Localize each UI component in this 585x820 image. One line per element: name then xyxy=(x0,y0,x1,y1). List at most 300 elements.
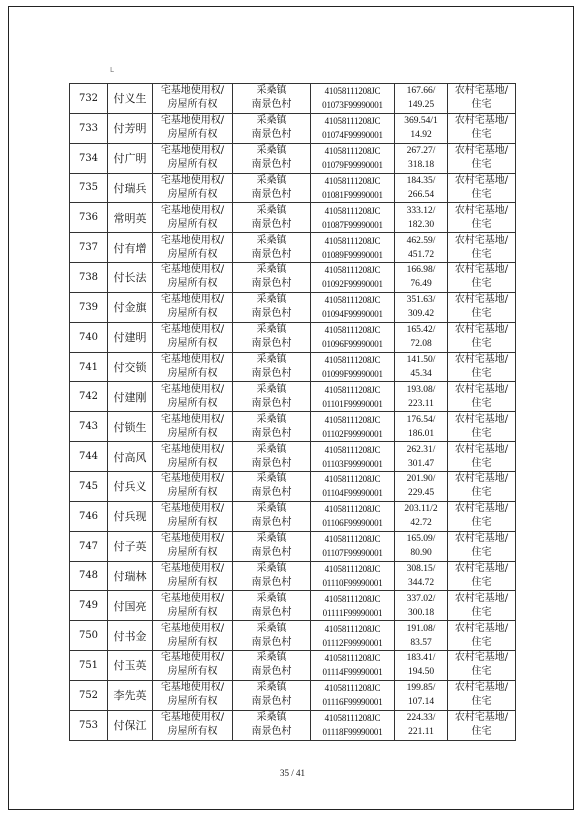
serial-number-cell xyxy=(70,680,108,710)
serial-number-cell xyxy=(70,471,108,501)
table-row xyxy=(70,531,516,561)
owner-name-cell xyxy=(108,113,153,143)
location-cell xyxy=(233,382,311,412)
owner-name-cell xyxy=(108,531,153,561)
right-type-cell xyxy=(153,203,233,233)
parcel-code-cell xyxy=(311,591,395,621)
parcel-code-cell xyxy=(311,471,395,501)
land-use-cell xyxy=(448,203,516,233)
area-cell-text: 107.14 xyxy=(407,697,435,708)
owner-name-cell-text: 付建明 xyxy=(113,331,147,345)
location-cell-text: 南景色村 xyxy=(251,457,292,469)
land-use-cell-text: 住宅 xyxy=(471,576,492,588)
area-cell-text: 224.33/ xyxy=(406,713,436,724)
serial-number-cell-text: 748 xyxy=(78,570,99,582)
location-cell-text: 采桑镇 xyxy=(256,204,287,216)
serial-number-cell xyxy=(70,561,108,591)
location-cell-text: 采桑镇 xyxy=(256,413,287,425)
serial-number-cell-text: 742 xyxy=(78,391,99,403)
table-row xyxy=(70,442,516,472)
location-cell-text: 采桑镇 xyxy=(256,324,287,336)
location-cell xyxy=(233,233,311,263)
land-use-cell-text: 住宅 xyxy=(471,547,492,559)
location-cell-text: 采桑镇 xyxy=(256,234,287,246)
parcel-code-cell xyxy=(311,292,395,322)
owner-name-cell-text: 付金旗 xyxy=(113,301,147,315)
location-cell-text: 采桑镇 xyxy=(256,562,287,574)
serial-number-cell xyxy=(70,263,108,293)
parcel-code-cell-text: 01094F99990001 xyxy=(322,309,383,320)
land-use-cell xyxy=(448,471,516,501)
parcel-code-cell-text: 01079F99990001 xyxy=(322,160,383,171)
owner-name-cell-text: 付瑞兵 xyxy=(113,181,147,195)
land-use-cell-text: 农村宅基地/ xyxy=(454,622,509,634)
right-type-cell-text: 房屋所有权 xyxy=(167,457,218,469)
location-cell-text: 采桑镇 xyxy=(256,712,287,724)
area-cell xyxy=(395,322,448,352)
area-cell xyxy=(395,680,448,710)
parcel-code-cell-text: 01073F99990001 xyxy=(322,100,383,111)
serial-number-cell xyxy=(70,233,108,263)
right-type-cell-text: 宅基地使用权/ xyxy=(160,324,225,336)
right-type-cell-text: 宅基地使用权/ xyxy=(160,562,225,574)
area-cell xyxy=(395,263,448,293)
area-cell-text: 80.90 xyxy=(410,548,432,559)
right-type-cell-text: 房屋所有权 xyxy=(167,427,218,439)
area-cell xyxy=(395,561,448,591)
table-row xyxy=(70,263,516,293)
parcel-code-cell-text: 41058111208JC xyxy=(324,175,381,186)
right-type-cell-text: 房屋所有权 xyxy=(167,547,218,559)
land-use-cell-text: 住宅 xyxy=(471,338,492,350)
owner-name-cell xyxy=(108,173,153,203)
location-cell-text: 南景色村 xyxy=(251,188,292,200)
location-cell xyxy=(233,680,311,710)
serial-number-cell-text: 744 xyxy=(78,451,99,463)
parcel-code-cell-text: 41058111208JC xyxy=(324,534,381,545)
location-cell-text: 采桑镇 xyxy=(256,115,287,127)
owner-name-cell xyxy=(108,591,153,621)
right-type-cell-text: 宅基地使用权/ xyxy=(160,443,225,455)
serial-number-cell xyxy=(70,322,108,352)
land-use-cell-text: 农村宅基地/ xyxy=(454,533,509,545)
land-use-cell xyxy=(448,680,516,710)
land-use-cell-text: 住宅 xyxy=(471,129,492,141)
location-cell xyxy=(233,561,311,591)
scan-mark: L xyxy=(110,66,114,74)
parcel-code-cell-text: 41058111208JC xyxy=(324,444,381,455)
parcel-code-cell-text: 01107F99990001 xyxy=(322,548,383,559)
land-use-cell xyxy=(448,233,516,263)
area-cell-text: 267.27/ xyxy=(406,146,436,157)
parcel-code-cell-text: 41058111208JC xyxy=(324,265,381,276)
area-cell-text: 221.11 xyxy=(408,727,434,738)
page-number: 35 / 41 xyxy=(279,768,305,778)
right-type-cell-text: 房屋所有权 xyxy=(167,487,218,499)
area-cell-text: 183.41/ xyxy=(406,653,436,664)
owner-name-cell xyxy=(108,263,153,293)
location-cell-text: 南景色村 xyxy=(251,159,292,171)
area-cell xyxy=(395,471,448,501)
land-use-cell xyxy=(448,263,516,293)
parcel-code-cell-text: 41058111208JC xyxy=(324,623,381,634)
location-cell-text: 采桑镇 xyxy=(256,294,287,306)
area-cell-text: 167.66/ xyxy=(406,86,436,97)
right-type-cell-text: 宅基地使用权/ xyxy=(160,712,225,724)
parcel-code-cell-text: 41058111208JC xyxy=(324,474,381,485)
serial-number-cell xyxy=(70,710,108,740)
right-type-cell xyxy=(153,352,233,382)
parcel-code-cell-text: 01101F99990001 xyxy=(322,398,383,409)
location-cell xyxy=(233,203,311,233)
area-cell-text: 165.42/ xyxy=(406,325,436,336)
right-type-cell-text: 宅基地使用权/ xyxy=(160,503,225,515)
parcel-code-cell-text: 01110F99990001 xyxy=(322,577,383,588)
table-row xyxy=(70,621,516,651)
parcel-code-cell-text: 41058111208JC xyxy=(324,235,381,246)
serial-number-cell-text: 740 xyxy=(78,331,99,343)
right-type-cell-text: 房屋所有权 xyxy=(167,636,218,648)
serial-number-cell-text: 747 xyxy=(78,540,99,552)
right-type-cell-text: 宅基地使用权/ xyxy=(160,592,225,604)
right-type-cell-text: 房屋所有权 xyxy=(167,188,218,200)
location-cell xyxy=(233,292,311,322)
parcel-code-cell xyxy=(311,710,395,740)
area-cell-text: 301.47 xyxy=(407,458,435,469)
owner-name-cell-text: 付义生 xyxy=(113,92,147,106)
land-use-cell-text: 农村宅基地/ xyxy=(454,592,509,604)
parcel-code-cell-text: 41058111208JC xyxy=(324,504,381,515)
owner-name-cell-text: 付锁生 xyxy=(113,420,147,434)
owner-name-cell-text: 付书金 xyxy=(113,629,147,643)
parcel-code-cell-text: 01074F99990001 xyxy=(322,130,383,141)
owner-name-cell-text: 付交锁 xyxy=(113,361,147,375)
land-use-cell-text: 住宅 xyxy=(471,427,492,439)
land-use-cell-text: 住宅 xyxy=(471,248,492,260)
location-cell-text: 南景色村 xyxy=(251,427,292,439)
parcel-code-cell xyxy=(311,442,395,472)
land-use-cell-text: 农村宅基地/ xyxy=(454,383,509,395)
land-use-cell-text: 农村宅基地/ xyxy=(454,443,509,455)
table-row xyxy=(70,203,516,233)
right-type-cell-text: 宅基地使用权/ xyxy=(160,174,225,186)
parcel-code-cell-text: 41058111208JC xyxy=(324,355,381,366)
land-use-cell-text: 农村宅基地/ xyxy=(454,562,509,574)
serial-number-cell-text: 743 xyxy=(78,421,99,433)
right-type-cell-text: 房屋所有权 xyxy=(167,606,218,618)
owner-name-cell xyxy=(108,651,153,681)
location-cell-text: 采桑镇 xyxy=(256,652,287,664)
area-cell xyxy=(395,651,448,681)
location-cell-text: 南景色村 xyxy=(251,248,292,260)
serial-number-cell xyxy=(70,531,108,561)
area-cell-text: 45.34 xyxy=(410,369,432,380)
land-use-cell-text: 农村宅基地/ xyxy=(454,264,509,276)
location-cell-text: 采桑镇 xyxy=(256,622,287,634)
location-cell-text: 采桑镇 xyxy=(256,443,287,455)
right-type-cell xyxy=(153,412,233,442)
serial-number-cell xyxy=(70,621,108,651)
right-type-cell-text: 宅基地使用权/ xyxy=(160,204,225,216)
location-cell-text: 南景色村 xyxy=(251,338,292,350)
table-row xyxy=(70,471,516,501)
land-use-cell xyxy=(448,561,516,591)
land-use-cell-text: 农村宅基地/ xyxy=(454,234,509,246)
serial-number-cell-text: 751 xyxy=(78,659,99,671)
right-type-cell xyxy=(153,292,233,322)
area-cell xyxy=(395,382,448,412)
right-type-cell-text: 房屋所有权 xyxy=(167,368,218,380)
location-cell-text: 南景色村 xyxy=(251,696,292,708)
parcel-code-cell-text: 41058111208JC xyxy=(324,384,381,395)
owner-name-cell xyxy=(108,442,153,472)
table-row xyxy=(70,591,516,621)
land-use-cell-text: 住宅 xyxy=(471,457,492,469)
land-use-cell xyxy=(448,143,516,173)
area-cell-text: 333.12/ xyxy=(406,205,436,216)
serial-number-cell-text: 750 xyxy=(78,630,99,642)
area-cell-text: 262.31/ xyxy=(406,444,436,455)
land-use-cell xyxy=(448,113,516,143)
area-cell xyxy=(395,113,448,143)
right-type-cell-text: 房屋所有权 xyxy=(167,99,218,111)
owner-name-cell xyxy=(108,412,153,442)
parcel-code-cell-text: 41058111208JC xyxy=(324,146,381,157)
location-cell xyxy=(233,621,311,651)
right-type-cell xyxy=(153,591,233,621)
area-cell-text: 229.45 xyxy=(407,488,435,499)
area-cell-text: 309.42 xyxy=(407,309,435,320)
owner-name-cell xyxy=(108,471,153,501)
right-type-cell-text: 房屋所有权 xyxy=(167,696,218,708)
table-row xyxy=(70,143,516,173)
location-cell-text: 南景色村 xyxy=(251,487,292,499)
registry-table xyxy=(69,83,516,741)
land-use-cell-text: 农村宅基地/ xyxy=(454,324,509,336)
parcel-code-cell xyxy=(311,651,395,681)
location-cell xyxy=(233,352,311,382)
parcel-code-cell xyxy=(311,84,395,114)
area-cell xyxy=(395,203,448,233)
area-cell xyxy=(395,173,448,203)
table-row xyxy=(70,501,516,531)
right-type-cell-text: 房屋所有权 xyxy=(167,726,218,738)
land-use-cell-text: 农村宅基地/ xyxy=(454,682,509,694)
location-cell-text: 采桑镇 xyxy=(256,503,287,515)
location-cell-text: 采桑镇 xyxy=(256,682,287,694)
table-row xyxy=(70,233,516,263)
land-use-cell-text: 农村宅基地/ xyxy=(454,473,509,485)
area-cell-text: 186.01 xyxy=(407,428,435,439)
land-use-cell-text: 住宅 xyxy=(471,218,492,230)
parcel-code-cell-text: 01106F99990001 xyxy=(322,518,383,529)
right-type-cell-text: 宅基地使用权/ xyxy=(160,652,225,664)
right-type-cell-text: 宅基地使用权/ xyxy=(160,145,225,157)
serial-number-cell xyxy=(70,501,108,531)
location-cell xyxy=(233,501,311,531)
owner-name-cell-text: 付兵现 xyxy=(113,510,147,524)
parcel-code-cell-text: 41058111208JC xyxy=(324,713,381,724)
serial-number-cell-text: 738 xyxy=(78,271,99,283)
right-type-cell-text: 宅基地使用权/ xyxy=(160,622,225,634)
area-cell-text: 76.49 xyxy=(410,279,432,290)
right-type-cell-text: 宅基地使用权/ xyxy=(160,413,225,425)
area-cell xyxy=(395,531,448,561)
parcel-code-cell xyxy=(311,382,395,412)
parcel-code-cell-text: 41058111208JC xyxy=(324,325,381,336)
right-type-cell xyxy=(153,113,233,143)
area-cell-text: 223.11 xyxy=(408,398,434,409)
right-type-cell-text: 宅基地使用权/ xyxy=(160,473,225,485)
land-use-cell xyxy=(448,352,516,382)
parcel-code-cell-text: 41058111208JC xyxy=(324,116,381,127)
serial-number-cell xyxy=(70,292,108,322)
owner-name-cell-text: 付国亮 xyxy=(113,599,147,613)
right-type-cell xyxy=(153,263,233,293)
location-cell xyxy=(233,471,311,501)
table-row xyxy=(70,561,516,591)
right-type-cell xyxy=(153,143,233,173)
owner-name-cell-text: 付有增 xyxy=(113,241,147,255)
owner-name-cell-text: 付芳明 xyxy=(113,122,147,136)
right-type-cell-text: 宅基地使用权/ xyxy=(160,264,225,276)
land-use-cell-text: 农村宅基地/ xyxy=(454,503,509,515)
right-type-cell-text: 宅基地使用权/ xyxy=(160,682,225,694)
location-cell-text: 南景色村 xyxy=(251,517,292,529)
right-type-cell-text: 房屋所有权 xyxy=(167,218,218,230)
location-cell xyxy=(233,710,311,740)
land-use-cell-text: 住宅 xyxy=(471,188,492,200)
serial-number-cell xyxy=(70,84,108,114)
right-type-cell-text: 宅基地使用权/ xyxy=(160,354,225,366)
right-type-cell xyxy=(153,531,233,561)
location-cell-text: 采桑镇 xyxy=(256,145,287,157)
owner-name-cell-text: 付高风 xyxy=(113,450,147,464)
owner-name-cell xyxy=(108,710,153,740)
serial-number-cell-text: 745 xyxy=(78,480,99,492)
serial-number-cell-text: 741 xyxy=(78,361,99,373)
right-type-cell xyxy=(153,442,233,472)
location-cell-text: 采桑镇 xyxy=(256,592,287,604)
table-row xyxy=(70,680,516,710)
owner-name-cell-text: 付兵义 xyxy=(113,480,147,494)
location-cell-text: 南景色村 xyxy=(251,547,292,559)
area-cell-text: 194.50 xyxy=(407,667,435,678)
parcel-code-cell-text: 01096F99990001 xyxy=(322,339,383,350)
location-cell xyxy=(233,84,311,114)
land-use-cell-text: 农村宅基地/ xyxy=(454,174,509,186)
owner-name-cell xyxy=(108,292,153,322)
parcel-code-cell-text: 01087F99990001 xyxy=(322,219,383,230)
owner-name-cell xyxy=(108,143,153,173)
right-type-cell-text: 宅基地使用权/ xyxy=(160,294,225,306)
right-type-cell xyxy=(153,501,233,531)
area-cell-text: 201.90/ xyxy=(406,474,436,485)
table-row xyxy=(70,651,516,681)
serial-number-cell xyxy=(70,173,108,203)
land-use-cell-text: 住宅 xyxy=(471,696,492,708)
land-use-cell xyxy=(448,651,516,681)
location-cell-text: 采桑镇 xyxy=(256,264,287,276)
location-cell xyxy=(233,412,311,442)
owner-name-cell-text: 付玉英 xyxy=(113,659,147,673)
parcel-code-cell-text: 01099F99990001 xyxy=(322,369,383,380)
serial-number-cell xyxy=(70,113,108,143)
right-type-cell xyxy=(153,471,233,501)
serial-number-cell xyxy=(70,352,108,382)
land-use-cell xyxy=(448,442,516,472)
area-cell-text: 149.25 xyxy=(407,100,435,111)
parcel-code-cell-text: 01118F99990001 xyxy=(322,727,383,738)
land-use-cell xyxy=(448,501,516,531)
parcel-code-cell-text: 01092F99990001 xyxy=(322,279,383,290)
parcel-code-cell-text: 01114F99990001 xyxy=(322,667,383,678)
serial-number-cell-text: 746 xyxy=(78,510,99,522)
right-type-cell xyxy=(153,173,233,203)
area-cell-text: 351.63/ xyxy=(406,295,436,306)
owner-name-cell xyxy=(108,501,153,531)
area-cell xyxy=(395,292,448,322)
serial-number-cell-text: 732 xyxy=(78,92,99,104)
area-cell-text: 83.57 xyxy=(410,637,432,648)
right-type-cell-text: 房屋所有权 xyxy=(167,397,218,409)
serial-number-cell-text: 749 xyxy=(78,600,99,612)
location-cell xyxy=(233,263,311,293)
land-use-cell-text: 住宅 xyxy=(471,666,492,678)
land-use-cell-text: 住宅 xyxy=(471,99,492,111)
right-type-cell-text: 房屋所有权 xyxy=(167,129,218,141)
location-cell xyxy=(233,322,311,352)
owner-name-cell-text: 付瑞林 xyxy=(113,569,147,583)
location-cell-text: 采桑镇 xyxy=(256,473,287,485)
owner-name-cell xyxy=(108,322,153,352)
land-use-cell-text: 农村宅基地/ xyxy=(454,145,509,157)
location-cell-text: 南景色村 xyxy=(251,99,292,111)
parcel-code-cell xyxy=(311,531,395,561)
parcel-code-cell xyxy=(311,233,395,263)
serial-number-cell xyxy=(70,382,108,412)
right-type-cell-text: 宅基地使用权/ xyxy=(160,85,225,97)
land-use-cell-text: 住宅 xyxy=(471,517,492,529)
area-cell xyxy=(395,143,448,173)
land-use-cell-text: 住宅 xyxy=(471,397,492,409)
serial-number-cell xyxy=(70,412,108,442)
location-cell-text: 南景色村 xyxy=(251,129,292,141)
location-cell-text: 采桑镇 xyxy=(256,354,287,366)
land-use-cell xyxy=(448,84,516,114)
table-row xyxy=(70,710,516,740)
right-type-cell xyxy=(153,84,233,114)
right-type-cell-text: 房屋所有权 xyxy=(167,308,218,320)
owner-name-cell xyxy=(108,561,153,591)
location-cell-text: 采桑镇 xyxy=(256,383,287,395)
parcel-code-cell xyxy=(311,501,395,531)
area-cell-text: 266.54 xyxy=(407,189,435,200)
parcel-code-cell xyxy=(311,263,395,293)
parcel-code-cell xyxy=(311,113,395,143)
area-cell-text: 308.15/ xyxy=(406,563,436,574)
location-cell xyxy=(233,113,311,143)
land-use-cell-text: 农村宅基地/ xyxy=(454,652,509,664)
land-use-cell-text: 农村宅基地/ xyxy=(454,294,509,306)
parcel-code-cell-text: 01112F99990001 xyxy=(322,637,383,648)
parcel-code-cell xyxy=(311,680,395,710)
parcel-code-cell-text: 41058111208JC xyxy=(324,86,381,97)
table-row xyxy=(70,113,516,143)
area-cell xyxy=(395,412,448,442)
parcel-code-cell xyxy=(311,143,395,173)
owner-name-cell-text: 付建刚 xyxy=(113,390,147,404)
